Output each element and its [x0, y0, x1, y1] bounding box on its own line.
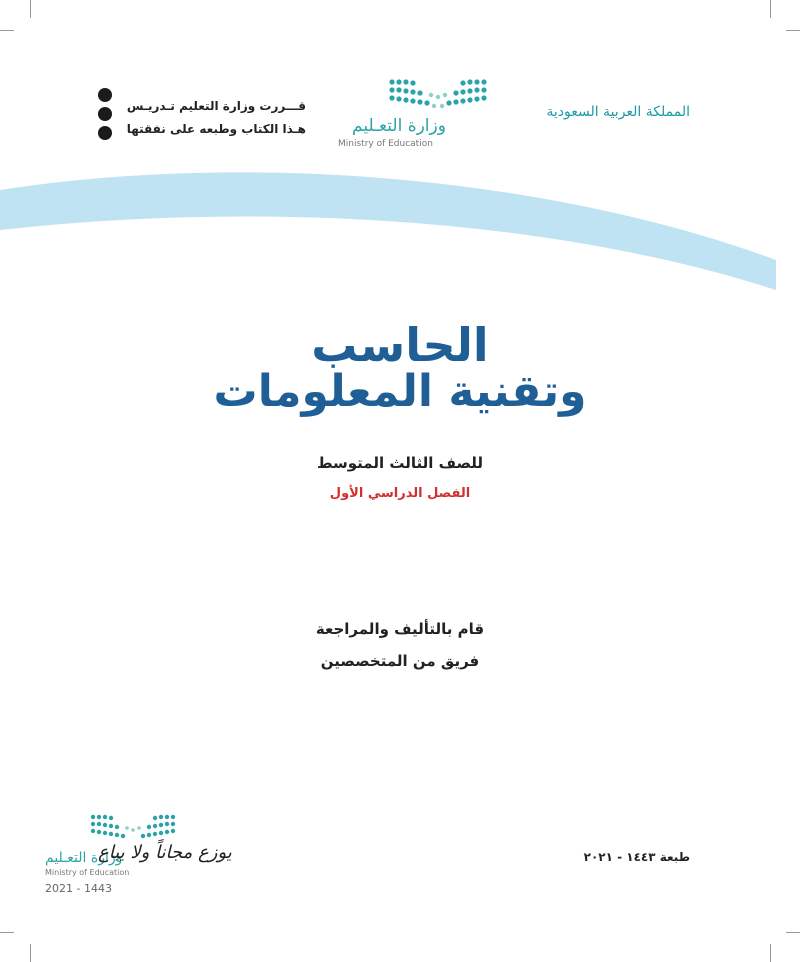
book-title-line-2: وتقنية المعلومات [213, 366, 587, 417]
crop-mark [786, 30, 800, 31]
grade-label: للصف الثالث المتوسط [316, 454, 484, 472]
crop-mark [30, 0, 31, 18]
crop-mark [786, 932, 800, 933]
footer-ministry-ar: وزارة التعـليم [45, 850, 123, 866]
ministry-logo-bottom [88, 812, 178, 842]
crop-mark [770, 0, 771, 18]
authors-line-1: قام بالتأليف والمراجعة [315, 620, 485, 638]
footer-ministry-en: Ministry of Education [45, 868, 130, 877]
ministry-logo-top [386, 76, 490, 110]
decree-line-1: قـــررت وزارة التعليم تـدريـس [126, 99, 306, 113]
semester-label: الفصل الدراسي الأول [329, 486, 471, 501]
footer-year: 2021 - 1443 [45, 882, 112, 895]
decree-line-2: هـذا الكتاب وطبعه على نفقتها [126, 122, 306, 136]
crop-mark [30, 944, 31, 962]
authors-line-2: فريق من المتخصصين [320, 652, 480, 670]
free-distribution-note: يوزع مجاناً ولا يباع [98, 842, 232, 863]
crop-mark [770, 944, 771, 962]
edition-label: طبعة ١٤٤٣ - ٢٠٢١ [583, 850, 690, 864]
crop-mark [0, 30, 14, 31]
book-title-line-1: الحاسب [311, 318, 489, 372]
decorative-wave [0, 160, 800, 300]
ministry-name-en: Ministry of Education [338, 139, 433, 149]
kingdom-name: المملكة العربية السعودية [546, 104, 690, 120]
ministry-name-ar: وزارة التعـليم [352, 116, 446, 136]
crop-mark [0, 932, 14, 933]
